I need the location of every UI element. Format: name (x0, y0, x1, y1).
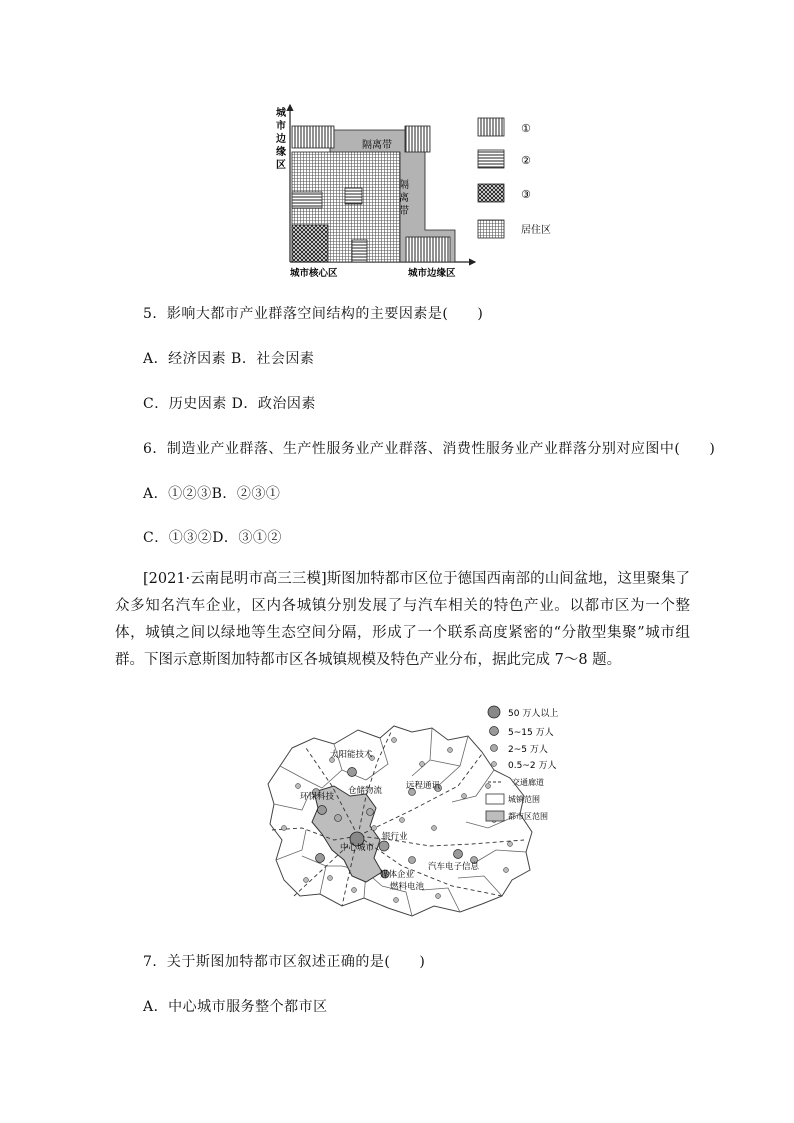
map-legend-50w: 50 万人以上 (508, 709, 559, 719)
band-right-label: 隔 离 带 (399, 180, 409, 217)
map-label-telecom: 远程通讯 (406, 781, 441, 791)
q5-options-row1: A．经济因素 B．社会因素 (143, 351, 315, 367)
map-label-eco-tech: 环保科技 (300, 792, 335, 802)
map-label-auto-electronics: 汽车电子信息 (428, 862, 480, 872)
q5-stem: 5．影响大都市产业群落空间结构的主要因素是( ) (143, 306, 484, 322)
map-legend-5-15w: 5~15 万人 (508, 728, 554, 738)
y-axis-label: 城 市 边 缘 区 (276, 108, 286, 171)
q6-stem: 6．制造业产业群落、生产性服务业产业群落、消费性服务业产业群落分别对应图中( ) (143, 441, 716, 457)
map-label-central-city: 中心城市 (340, 843, 375, 853)
map-label-banking: 银行业 (382, 832, 408, 842)
legend-item-2: ② (521, 154, 531, 167)
map-label-solar: 太阳能技术 (330, 750, 373, 760)
stuttgart-region-map (262, 700, 580, 926)
map-label-media: 媒体企业 (380, 870, 415, 880)
band-top-label: 隔离带 (362, 140, 392, 151)
q6-options-row2: C．①③②D．③①② (143, 530, 282, 546)
legend-item-3: ③ (521, 188, 531, 201)
map-legend-metro-area: 都市区范围 (508, 812, 548, 821)
map-label-fuel-cell: 燃料电池 (390, 882, 425, 892)
x-axis-end-label: 城市边缘区 (408, 268, 456, 279)
industry-zone-diagram (270, 100, 560, 280)
map-label-logistics: 仓储物流 (348, 786, 383, 796)
map-legend-town-area: 城镇范围 (508, 795, 540, 804)
x-axis-origin-label: 城市核心区 (290, 268, 338, 279)
map-legend-0.5-2w: 0.5~2 万人 (508, 761, 557, 771)
map-legend-corridor: 交通廊道 (512, 778, 544, 787)
legend-item-1: ① (521, 122, 531, 135)
q7-option-a: A．中心城市服务整个都市区 (143, 999, 328, 1015)
q6-options-row1: A．①②③B．②③① (143, 486, 281, 502)
passage-paragraph: [2021·云南昆明市高三三模]斯图加特都市区位于德国西南部的山间盆地，这里聚集了众多知名汽车企业，区内各城镇分别发展了与汽车相关的特色产业。以都市区为一个整体，城镇之间以绿地等生态空间分隔，形成了一个联系高度紧密的“分散型集聚”城市组群。下图示意斯图加特都市区各城镇规模及特色产业分布，据此完成 7～8 题。 (115, 571, 690, 668)
legend-item-residential: 居住区 (521, 225, 551, 236)
q7-stem: 7．关于斯图加特都市区叙述正确的是( ) (143, 954, 426, 970)
q5-options-row2: C．历史因素 D．政治因素 (143, 396, 316, 412)
map-legend-2-5w: 2~5 万人 (508, 745, 548, 755)
